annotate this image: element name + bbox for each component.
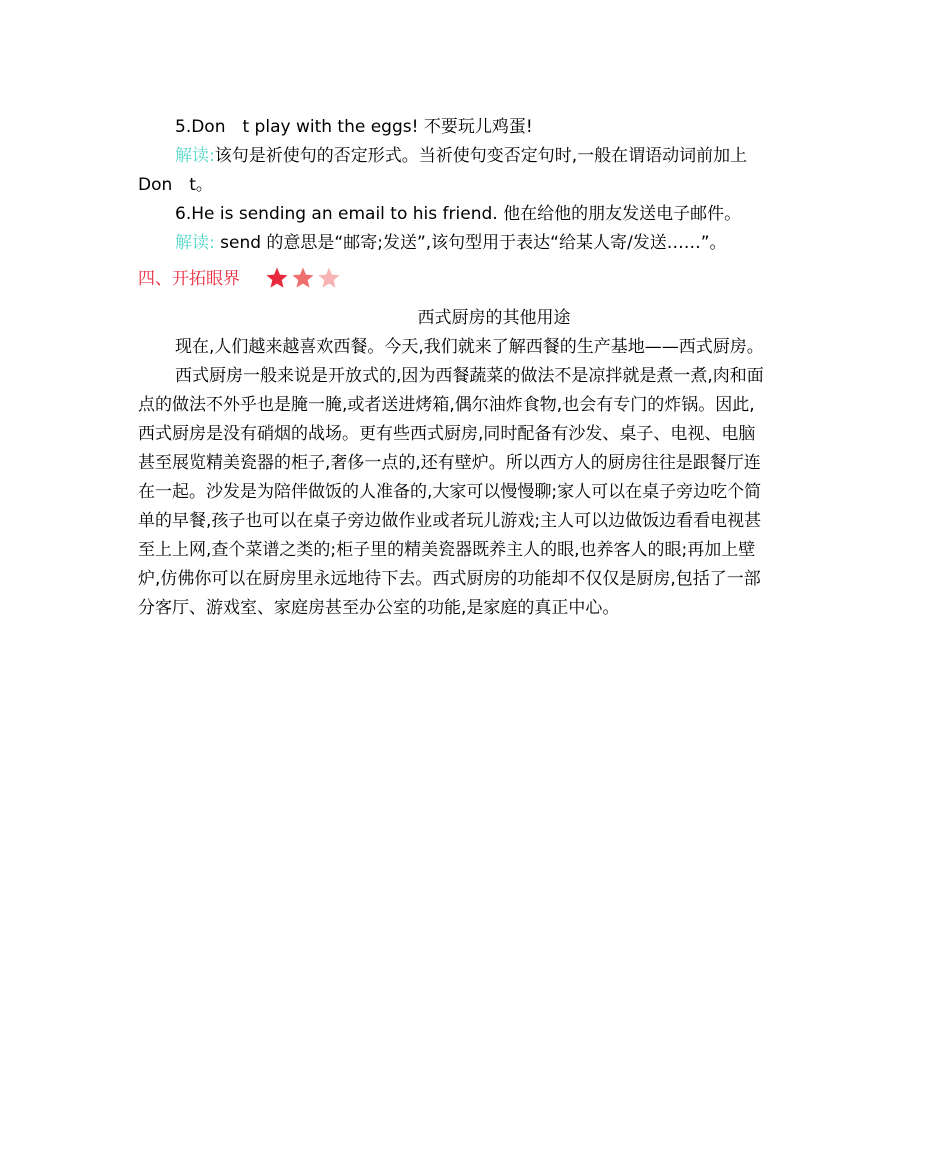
article-line: 西式厨房是没有硝烟的战场。更有些西式厨房,同时配备有沙发、桌子、电视、电脑 bbox=[138, 424, 756, 444]
article-line: 在一起。沙发是为陪伴做饭的人准备的,大家可以慢慢聊;家人可以在桌子旁边吃个简 bbox=[138, 482, 762, 502]
article-line: 西式厨房一般来说是开放式的,因为西餐蔬菜的做法不是凉拌就是煮一煮,肉和面 bbox=[175, 366, 764, 386]
star-icon bbox=[291, 266, 315, 290]
star-icon bbox=[265, 266, 289, 290]
article-line: 单的早餐,孩子也可以在桌子旁边做作业或者玩儿游戏;主人可以边做饭边看看电视甚 bbox=[138, 511, 762, 531]
article-line: 至上上网,查个菜谱之类的;柜子里的精美瓷器既养主人的眼,也养客人的眼;再加上壁 bbox=[138, 540, 756, 560]
note-5-line-1 bbox=[175, 145, 855, 167]
note-5-line-2: Don t。 bbox=[138, 175, 213, 195]
star-faded-icon bbox=[317, 266, 341, 290]
note-text: send 的意思是“邮寄;发送”,该句型用于表达“给某人寄/发送……”。 bbox=[214, 233, 727, 253]
note-label: 解读: bbox=[175, 146, 215, 166]
sentence-6: 6.He is sending an email to his friend. 他在给他的朋友发送电子邮件。 bbox=[175, 204, 742, 224]
difficulty-rating bbox=[265, 266, 343, 290]
article-line: 点的做法不外乎也是腌一腌,或者送进烤箱,偶尔油炸食物,也会有专门的炸锅。因此, bbox=[138, 395, 755, 415]
article-line: 甚至展览精美瓷器的柜子,奢侈一点的,还有壁炉。所以西方人的厨房往往是跟餐厅连 bbox=[138, 453, 761, 473]
article-line: 分客厅、游戏室、家庭房甚至办公室的功能,是家庭的真正中心。 bbox=[138, 598, 620, 618]
section-heading: 四、开拓眼界 bbox=[138, 269, 240, 289]
article-title: 西式厨房的其他用途 bbox=[417, 308, 571, 328]
article-paragraph-1: 现在,人们越来越喜欢西餐。今天,我们就来了解西餐的生产基地——西式厨房。 bbox=[175, 337, 764, 357]
note-text: 该句是祈使句的否定形式。当祈使句变否定句时,一般在谓语动词前加上 bbox=[214, 146, 748, 166]
note-label: 解读: bbox=[175, 233, 215, 253]
note-6-line-1 bbox=[175, 232, 855, 254]
sentence-5: 5.Don t play with the eggs! 不要玩儿鸡蛋! bbox=[175, 117, 533, 137]
article-line: 炉,仿佛你可以在厨房里永远地待下去。西式厨房的功能却不仅仅是厨房,包括了一部 bbox=[138, 569, 761, 589]
